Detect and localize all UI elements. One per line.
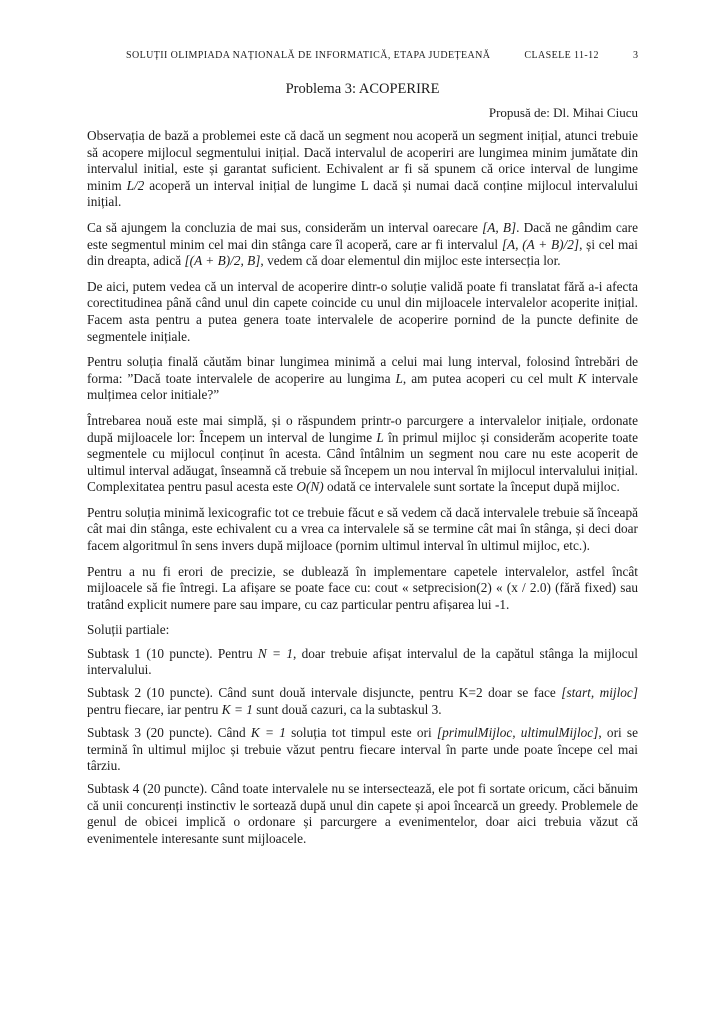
problem-title: Problema 3: ACOPERIRE bbox=[285, 81, 440, 97]
text-run: Subtask 4 (20 puncte). Când toate intervalele nu se intersectează, ele pot fi sortate oricum, căci bănuim că unii concurenți instinctiv le sortează după unul din capete și apoi încearcă un greedy. Problemele de genul de obicei implică o ordonare și parcurgere a evenimentelor, doar aici trebuia văzut că evenimentele interesante sunt mijloacele. bbox=[87, 781, 638, 846]
author-byline: Propusă de: Dl. Mihai Ciucu bbox=[488, 105, 638, 120]
text-run: [start, mijloc] bbox=[561, 685, 638, 701]
text-run: Pentru soluția minimă lexicografic tot ce trebuie făcut e să vedem că dacă intervalele trebuie să înceapă cât mai din stânga, este echivalent cu a vrea ca intervalele să se termine cât mai în stânga, și deci doar facem algoritmul în sens invers după mijloace (pornim ultimul interval în ultimul mijloc, etc.). bbox=[87, 504, 638, 554]
text-run: K bbox=[577, 370, 587, 386]
text-run: , vedem că doar elementul din mijloc este intersecția lor. bbox=[260, 253, 561, 269]
text-run: acoperă un interval inițial de lungime L dacă și numai dacă conține mijlocul intervalului inițial. bbox=[87, 177, 639, 210]
header-title: SOLUȚII OLIMPIADA NAȚIONALĂ DE INFORMATICĂ, ETAPA JUDEȚEANĂ bbox=[126, 50, 491, 61]
page-header bbox=[87, 50, 638, 62]
paragraph-interval-argument bbox=[87, 220, 638, 270]
text-run: Subtask 1 (10 puncte). Pentru bbox=[87, 645, 258, 661]
text-run: , doar trebuie afișat intervalul de la capătul stânga la mijlocul intervalului. bbox=[87, 645, 638, 678]
text-run: soluția tot timpul este ori bbox=[285, 724, 437, 740]
text-run: , și cel mai din dreapta, adică bbox=[87, 236, 638, 269]
text-run: [(A + B)/2, B] bbox=[184, 253, 261, 269]
text-run: odată ce intervalele sunt sortate la început după mijloc. bbox=[323, 479, 620, 495]
text-run: [A, (A + B)/2] bbox=[501, 236, 580, 252]
subtask-3 bbox=[87, 725, 638, 775]
paragraph-precision bbox=[87, 564, 638, 614]
paragraph-lexicographic bbox=[87, 505, 638, 555]
text-run: în primul mijloc și considerăm acoperite toate segmentele cu mijlocul conținut în acesta. Când întâlnim un segment nou care nu este acoperit de ultimul interval adăugat, înseamnă că trebuie să începem un nou interval în mijlocul intervalului inițial. Complexitatea pentru pasul acesta este bbox=[87, 429, 639, 495]
text-run: O(N) bbox=[296, 479, 324, 495]
text-run: Ca să ajungem la concluzia de mai sus, considerăm un interval oarecare bbox=[87, 219, 483, 235]
text-run: Subtask 3 (20 puncte). Când bbox=[87, 724, 251, 740]
text-run: K = 1 bbox=[250, 724, 286, 740]
subtask-4 bbox=[87, 781, 638, 847]
text-run: L bbox=[376, 429, 384, 445]
page-number: 3 bbox=[633, 50, 638, 61]
paragraph-binary-search bbox=[87, 354, 638, 404]
text-run: Soluții partiale: bbox=[87, 622, 170, 638]
text-run: pentru fiecare, iar pentru bbox=[87, 701, 222, 717]
paragraph-linear-check bbox=[87, 413, 638, 496]
header-classes: CLASELE 11-12 bbox=[524, 50, 599, 61]
subtask-1 bbox=[87, 646, 638, 679]
text-run: [primulMijloc, ultimulMijloc] bbox=[436, 724, 599, 740]
text-run: L/2 bbox=[126, 177, 145, 193]
text-run: K = 1 bbox=[221, 701, 253, 717]
text-run: Subtask 2 (10 puncte). Când sunt două intervale disjuncte, pentru K=2 doar se face bbox=[87, 685, 562, 701]
text-run: N = 1 bbox=[257, 645, 293, 661]
text-run: intervale mulțimea celor initiale?” bbox=[87, 370, 638, 403]
text-run: , ori se termină în ultimul mijloc și trebuie văzut pentru fiecare interval în parte unde poate începe cel mai târziu. bbox=[87, 724, 639, 774]
text-run: Pentru a nu fi erori de precizie, se dublează în implementare capetele intervalelor, astfel încât mijloacele să fie întregi. La afișare se poate face cu: cout « setprecision(2) « (x / 2.0) (fără fixed) sau tratând explicit numere pare sau impare, cu caz particular pentru afișarea lui -1. bbox=[87, 563, 638, 612]
text-run: sunt două cazuri, ca la subtaskul 3. bbox=[252, 701, 442, 717]
text-run: . Dacă ne gândim care este segmentul minim cel mai din stânga care îl acoperă, care ar fi intervalul bbox=[87, 219, 638, 252]
paragraph-base-observation bbox=[87, 128, 638, 211]
text-run: L bbox=[395, 370, 403, 386]
text-run: Pentru soluția finală căutăm binar lungimea minimă a celui mai lung interval, folosind întrebări de forma: ”Dacă toate intervalele de acoperire au lungima bbox=[87, 354, 638, 386]
text-run: De aici, putem vedea că un interval de acoperire dintr-o soluție validă poate fi translatat fără a-i afecta corectitudinea până când unul din capete coincide cu unul din mijloacele intervalelor acoperite inițial. Facem asta pentru a putea genera toate intervalele de acoperire pornind de la puncte definite de segmentele inițiale. bbox=[87, 278, 638, 344]
text-run: Observația de bază a problemei este că dacă un segment nou acoperă un segment inițial, atunci trebuie să acopere mijlocul segmentului inițial. Dacă intervalul de acoperiri are lungimea minim jumătate din intervalul initial, este și garantat suficient. Echivalent ar fi să spunem că orice interval de lungime minim bbox=[87, 128, 638, 193]
text-run: [A, B] bbox=[482, 219, 517, 235]
document-body bbox=[87, 128, 638, 848]
subtask-2 bbox=[87, 685, 638, 718]
text-run: , am putea acoperi cu cel mult bbox=[402, 370, 578, 386]
text-run: Întrebarea nouă este mai simplă, și o răspundem printr-o parcurgere a intervalelor inițiale, ordonate după mijloacele lor: Începem un interval de lungime bbox=[87, 412, 638, 445]
partial-solutions-heading bbox=[87, 622, 638, 639]
paragraph-translation bbox=[87, 279, 638, 345]
